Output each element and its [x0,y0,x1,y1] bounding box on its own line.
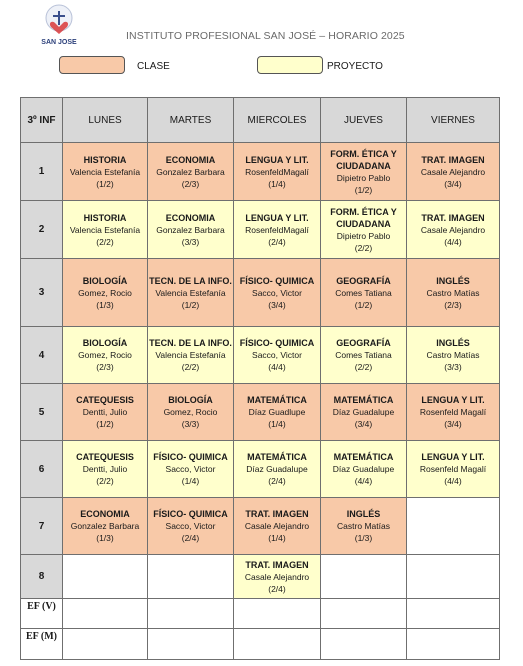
subject-name: ECONOMIA [165,212,216,223]
class-cell [148,327,234,384]
session-fraction: (2/3) [444,299,462,310]
class-cell [63,327,148,384]
class-cell [234,441,321,498]
teacher-name: Castro Matías [426,350,480,360]
teacher-name: Gomez, Rocio [163,407,218,417]
day-header: MARTES [148,98,234,143]
teacher-name: Sacco, Victor [165,521,216,531]
day-header: LUNES [63,98,148,143]
session-fraction: (1/4) [268,419,286,429]
empty-cell [407,498,500,555]
teacher-name: Sacco, Victor [165,464,216,474]
session-fraction: (2/4) [268,476,286,486]
teacher-name: Casale Alejandro [244,571,310,582]
teacher-name: Sacco, Victor [252,350,302,360]
subject-name: FORM. ÉTICA Y CIUDADANA [330,206,397,229]
class-cell [148,143,234,201]
empty-cell [321,629,407,660]
teacher-name: Díaz Guadalupe [332,407,395,417]
subject-name: TECN. DE LA INFO. [149,275,232,286]
subject-name: TRAT. IMAGEN [245,509,309,519]
period-label: EF (M) [21,629,63,660]
subject-name: LENGUA Y LIT. [245,212,309,223]
empty-cell [234,629,321,660]
subject-name: LENGUA Y LIT. [245,154,309,165]
session-fraction: (1/4) [181,476,200,486]
class-cell [407,201,500,259]
logo-text: SAN JOSE [41,39,77,46]
teacher-name: Dentti, Julio [82,464,128,474]
teacher-name: RosenfeldMagalí [245,166,309,177]
session-fraction: (4/4) [268,362,286,372]
subject-name: TRAT. IMAGEN [245,559,309,570]
schedule-row [21,259,500,327]
subject-name: FÍSICO- QUIMICA [239,275,315,286]
period-label: 5 [21,384,63,441]
subject-name: CATEQUESIS [76,395,134,405]
empty-cell [63,555,148,599]
school-logo [38,3,80,47]
session-fraction: (3/3) [444,362,462,372]
class-cell [148,441,234,498]
class-cell [148,201,234,259]
class-cell [234,555,321,599]
subject-name: MATEMÁTICA [247,452,307,462]
subject-name: FÍSICO- QUIMICA [239,338,315,348]
session-fraction: (1/3) [354,533,373,543]
teacher-name: Rosenfeld Magalí [419,407,487,417]
subject-name: FÍSICO- QUIMICA [153,452,228,462]
teacher-name: Gonzalez Barbara [70,521,140,531]
period-label: 6 [21,441,63,498]
session-fraction: (3/3) [181,419,200,429]
teacher-name: Dipietro Pablo [336,172,391,183]
class-cell [148,498,234,555]
subject-name: BIOLOGÍA [82,338,128,348]
subject-name: TRAT. IMAGEN [421,154,485,165]
period-label: EF (V) [21,599,63,629]
teacher-name: RosenfeldMagalí [245,224,309,235]
session-fraction: (1/2) [96,178,114,189]
teacher-name: Comes Tatiana [335,287,392,298]
subject-name: ECONOMIA [80,509,130,519]
session-fraction: (1/2) [181,299,200,310]
subject-name: FORM. ÉTICA Y CIUDADANA [330,148,397,171]
schedule-row [21,441,500,498]
class-cell [234,143,321,201]
page-title: INSTITUTO PROFESIONAL SAN JOSÉ – HORARIO 2025 [126,30,405,42]
teacher-name: Gonzalez Barbara [156,224,225,235]
session-fraction: (1/2) [354,184,373,195]
subject-name: HISTORIA [83,154,127,165]
session-fraction: (1/3) [96,533,114,543]
class-cell [234,259,321,327]
class-cell [321,201,407,259]
teacher-name: Valencia Estefanía [155,287,226,298]
session-fraction: (3/4) [268,299,286,310]
empty-cell [321,599,407,629]
schedule-row [21,327,500,384]
class-cell [234,201,321,259]
session-fraction: (2/2) [181,362,200,372]
empty-cell [321,555,407,599]
subject-name: LENGUA Y LIT. [421,395,485,405]
schedule-row [21,201,500,259]
subject-name: MATEMÁTICA [333,452,394,462]
class-cell [148,259,234,327]
period-label: 3 [21,259,63,327]
empty-cell [407,555,500,599]
teacher-name: Valencia Estefanía [69,166,141,177]
subject-name: MATEMÁTICA [247,395,307,405]
class-cell [407,143,500,201]
empty-cell [148,599,234,629]
subject-name: CATEQUESIS [76,452,134,462]
teacher-name: Díaz Guadalupe [246,464,308,474]
session-fraction: (2/2) [354,362,373,372]
session-fraction: (4/4) [444,476,462,486]
grade-header: 3º INF [21,98,63,143]
subject-name: FÍSICO- QUIMICA [153,509,228,519]
session-fraction: (2/2) [354,242,373,253]
teacher-name: Comes Tatiana [335,350,392,360]
class-cell [63,201,148,259]
teacher-name: Castro Matías [426,287,480,298]
subject-name: TECN. DE LA INFO. [149,338,232,348]
schedule-table [20,97,500,660]
class-cell [321,143,407,201]
day-header: VIERNES [407,98,500,143]
class-cell [321,384,407,441]
class-cell [234,327,321,384]
class-cell [321,259,407,327]
class-cell [407,384,500,441]
teacher-name: Gonzalez Barbara [156,166,225,177]
subject-name: GEOGRAFÍA [336,338,391,348]
teacher-name: Sacco, Victor [252,287,302,298]
teacher-name: Casale Alejandro [420,224,486,235]
schedule-row [21,143,500,201]
period-label: 2 [21,201,63,259]
subject-name: BIOLOGÍA [168,395,213,405]
legend-clase-swatch [59,56,125,74]
schedule-row [21,599,500,629]
subject-name: BIOLOGÍA [82,275,128,286]
session-fraction: (2/2) [96,476,114,486]
session-fraction: (3/4) [354,419,373,429]
teacher-name: Díaz Guadlupe [248,407,306,417]
session-fraction: (1/4) [268,533,286,543]
class-cell [63,143,148,201]
class-cell [234,384,321,441]
session-fraction: (1/2) [96,419,114,429]
teacher-name: Gomez, Rocio [78,287,132,298]
session-fraction: (4/4) [444,236,462,247]
subject-name: HISTORIA [83,212,127,223]
teacher-name: Dentti, Julio [82,407,128,417]
subject-name: INGLÉS [346,509,381,519]
subject-name: TRAT. IMAGEN [421,212,485,223]
period-label: 8 [21,555,63,599]
session-fraction: (3/3) [181,236,200,247]
session-fraction: (2/2) [96,236,114,247]
subject-name: GEOGRAFÍA [336,275,391,286]
subject-name: LENGUA Y LIT. [421,452,485,462]
session-fraction: (3/4) [444,178,462,189]
class-cell [63,498,148,555]
session-fraction: (1/3) [96,299,114,310]
day-header: JUEVES [321,98,407,143]
session-fraction: (1/4) [268,178,286,189]
legend-clase-label: CLASE [137,61,170,72]
class-cell [407,441,500,498]
legend-proyecto-swatch [257,56,323,74]
session-fraction: (2/4) [181,533,200,543]
schedule-row [21,498,500,555]
teacher-name: Dipietro Pablo [336,230,391,241]
session-fraction: (4/4) [354,476,373,486]
teacher-name: Valencia Estefanía [155,350,226,360]
empty-cell [63,629,148,660]
session-fraction: (2/4) [268,236,286,247]
class-cell [321,327,407,384]
class-cell [407,327,500,384]
empty-cell [234,599,321,629]
schedule-row [21,384,500,441]
teacher-name: Casale Alejandro [244,521,310,531]
header-row [21,98,500,143]
empty-cell [148,629,234,660]
period-label: 4 [21,327,63,384]
teacher-name: Castro Matías [337,521,390,531]
class-cell [63,259,148,327]
teacher-name: Gomez, Rocio [78,350,132,360]
class-cell [63,441,148,498]
teacher-name: Valencia Estefanía [69,224,141,235]
teacher-name: Casale Alejandro [420,166,486,177]
subject-name: INGLÉS [436,338,470,348]
session-fraction: (2/3) [181,178,200,189]
period-label: 1 [21,143,63,201]
teacher-name: Díaz Guadalupe [332,464,395,474]
class-cell [234,498,321,555]
schedule-row [21,555,500,599]
day-header: MIERCOLES [234,98,321,143]
schedule-row [21,629,500,660]
empty-cell [63,599,148,629]
empty-cell [148,555,234,599]
empty-cell [407,629,500,660]
session-fraction: (2/4) [268,583,286,594]
class-cell [321,441,407,498]
subject-name: INGLÉS [436,275,470,286]
session-fraction: (2/3) [96,362,114,372]
session-fraction: (1/2) [354,299,373,310]
class-cell [63,384,148,441]
period-label: 7 [21,498,63,555]
empty-cell [407,599,500,629]
class-cell [321,498,407,555]
subject-name: MATEMÁTICA [333,395,394,405]
class-cell [148,384,234,441]
class-cell [407,259,500,327]
session-fraction: (3/4) [444,419,462,429]
subject-name: ECONOMIA [165,154,216,165]
teacher-name: Rosenfeld Magalí [419,464,487,474]
legend-proyecto-label: PROYECTO [327,61,383,72]
